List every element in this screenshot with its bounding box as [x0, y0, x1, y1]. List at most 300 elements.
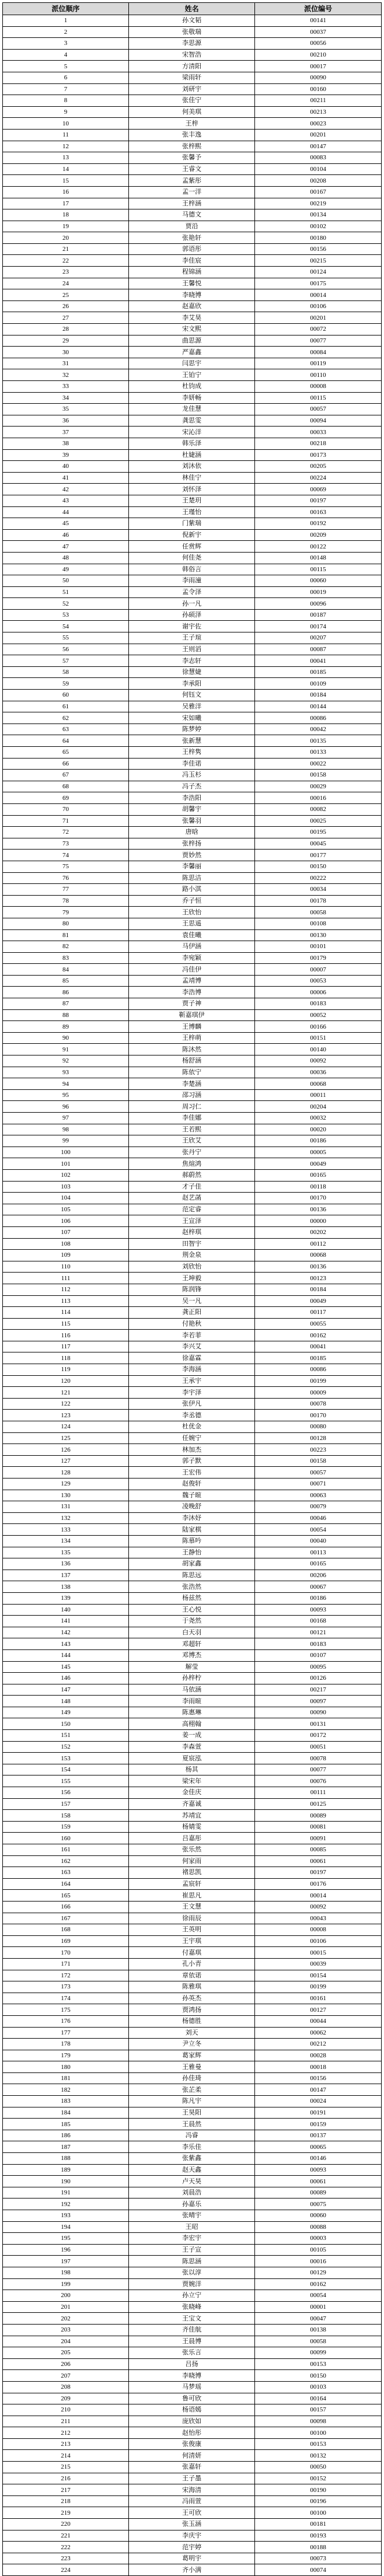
- table-row: [3, 895, 382, 907]
- table-row: [3, 1467, 382, 1479]
- cell-name: 张艳轩: [129, 232, 255, 244]
- cell-name: 王则滔: [129, 644, 255, 655]
- cell-name: 王欣怡: [129, 907, 255, 918]
- cell-number: 00065: [255, 2141, 382, 2153]
- cell-name: 孟靖博: [129, 975, 255, 987]
- cell-name: 王若熙: [129, 1124, 255, 1135]
- cell-name: 张晴宇: [129, 2210, 255, 2222]
- cell-number: 00105: [255, 2244, 382, 2256]
- cell-order: 99: [3, 1135, 129, 1147]
- table-row: [3, 38, 382, 50]
- cell-name: 范宇婷: [129, 2542, 255, 2553]
- cell-order: 218: [3, 2495, 129, 2507]
- cell-name: 高栩翰: [129, 1718, 255, 1730]
- cell-name: 张梓熙: [129, 141, 255, 152]
- cell-order: 112: [3, 1284, 129, 1295]
- table-row: [3, 1707, 382, 1718]
- cell-name: 靳嘉琪伊: [129, 1009, 255, 1021]
- table-row: [3, 2015, 382, 2027]
- cell-number: 00219: [255, 198, 382, 209]
- cell-order: 201: [3, 2301, 129, 2313]
- cell-order: 221: [3, 2530, 129, 2542]
- cell-number: 00006: [255, 987, 382, 998]
- cell-order: 177: [3, 2027, 129, 2039]
- cell-number: 00161: [255, 1993, 382, 2004]
- cell-order: 63: [3, 723, 129, 735]
- cell-order: 173: [3, 1981, 129, 1993]
- cell-number: 00057: [255, 404, 382, 415]
- cell-order: 160: [3, 1833, 129, 1844]
- cell-name: 陈润锋: [129, 1284, 255, 1295]
- cell-name: 李海涵: [129, 1364, 255, 1376]
- table-row: [3, 1341, 382, 1352]
- cell-number: 00106: [255, 300, 382, 312]
- cell-order: 161: [3, 1844, 129, 1856]
- cell-order: 95: [3, 1089, 129, 1101]
- table-row: [3, 998, 382, 1010]
- cell-name: 陈思远: [129, 1570, 255, 1581]
- table-row: [3, 952, 382, 964]
- table-row: [3, 792, 382, 804]
- table-row: [3, 1901, 382, 1913]
- cell-name: 龚思雯: [129, 415, 255, 427]
- table-row: [3, 1535, 382, 1547]
- table-row: [3, 2427, 382, 2439]
- cell-name: 苏靖宜: [129, 1810, 255, 1822]
- cell-order: 198: [3, 2267, 129, 2278]
- table-row: [3, 427, 382, 438]
- cell-order: 122: [3, 1398, 129, 1410]
- table-row: [3, 2381, 382, 2393]
- cell-number: 00097: [255, 1696, 382, 1707]
- cell-order: 104: [3, 1193, 129, 1204]
- cell-order: 214: [3, 2450, 129, 2462]
- cell-name: 齐佳航: [129, 2324, 255, 2336]
- table-row: [3, 312, 382, 324]
- cell-name: 李楚涵: [129, 1078, 255, 1090]
- cell-name: 唐晗: [129, 827, 255, 838]
- table-row: [3, 690, 382, 701]
- cell-name: 邵习涵: [129, 1089, 255, 1101]
- table-row: [3, 2153, 382, 2165]
- cell-order: 148: [3, 1696, 129, 1707]
- cell-number: 00073: [255, 2553, 382, 2564]
- cell-number: 00044: [255, 2015, 382, 2027]
- cell-name: 凌晚舒: [129, 1501, 255, 1513]
- table-row: [3, 907, 382, 918]
- cell-name: 郭子默: [129, 1455, 255, 1467]
- cell-name: 曲思源: [129, 335, 255, 347]
- cell-order: 43: [3, 495, 129, 506]
- cell-name: 李晓博: [129, 289, 255, 301]
- cell-number: 00077: [255, 335, 382, 347]
- cell-order: 135: [3, 1547, 129, 1558]
- cell-number: 00199: [255, 1375, 382, 1387]
- table-row: [3, 358, 382, 369]
- cell-number: 00140: [255, 1044, 382, 1055]
- cell-order: 56: [3, 644, 129, 655]
- cell-number: 00218: [255, 438, 382, 449]
- cell-order: 192: [3, 2198, 129, 2210]
- cell-order: 129: [3, 1479, 129, 1490]
- cell-name: 庞欣如: [129, 2416, 255, 2427]
- cell-name: 赵怡彤: [129, 2427, 255, 2439]
- cell-number: 00051: [255, 1741, 382, 1753]
- cell-number: 00032: [255, 1113, 382, 1124]
- cell-number: 00115: [255, 392, 382, 404]
- cell-number: 00152: [255, 2473, 382, 2484]
- cell-name: 张浩然: [129, 1581, 255, 1593]
- cell-order: 159: [3, 1821, 129, 1833]
- cell-order: 44: [3, 506, 129, 518]
- cell-order: 84: [3, 964, 129, 976]
- table-row: [3, 324, 382, 335]
- cell-number: 00093: [255, 2164, 382, 2176]
- table-row: [3, 872, 382, 884]
- table-row: [3, 2336, 382, 2347]
- cell-order: 165: [3, 1890, 129, 1902]
- cell-name: 李佳宸: [129, 255, 255, 267]
- table-row: [3, 2107, 382, 2119]
- cell-number: 00003: [255, 2233, 382, 2245]
- table-row: [3, 1844, 382, 1856]
- cell-name: 谢宇佐: [129, 621, 255, 632]
- table-row: [3, 49, 382, 61]
- cell-order: 11: [3, 129, 129, 141]
- cell-number: 00107: [255, 1649, 382, 1661]
- cell-name: 徐雨辰: [129, 1913, 255, 1924]
- header-number: 派位编号: [255, 3, 382, 15]
- cell-name: 赵艺菡: [129, 1193, 255, 1204]
- cell-order: 50: [3, 575, 129, 587]
- cell-number: 00222: [255, 872, 382, 884]
- cell-order: 167: [3, 1913, 129, 1924]
- cell-order: 85: [3, 975, 129, 987]
- cell-number: 00170: [255, 1410, 382, 1421]
- cell-number: 00091: [255, 1833, 382, 1844]
- table-row: [3, 941, 382, 953]
- cell-name: 张乐言: [129, 2347, 255, 2359]
- cell-name: 吴一凡: [129, 1295, 255, 1307]
- cell-name: 李馨丽: [129, 861, 255, 872]
- cell-name: 杨舒涵: [129, 1055, 255, 1067]
- cell-name: 陈沐然: [129, 1044, 255, 1055]
- cell-order: 40: [3, 461, 129, 473]
- table-row: [3, 518, 382, 530]
- cell-order: 34: [3, 392, 129, 404]
- cell-number: 00185: [255, 666, 382, 678]
- cell-number: 00054: [255, 2290, 382, 2302]
- cell-name: 贾婉洋: [129, 2278, 255, 2290]
- table-row: [3, 2084, 382, 2096]
- cell-name: 陈依宁: [129, 1067, 255, 1078]
- cell-order: 174: [3, 1993, 129, 2004]
- cell-number: 00159: [255, 2119, 382, 2130]
- cell-name: 胡家鑫: [129, 1558, 255, 1570]
- cell-name: 程锦涵: [129, 267, 255, 278]
- cell-number: 00201: [255, 312, 382, 324]
- cell-name: 郝蔚然: [129, 1169, 255, 1181]
- cell-order: 79: [3, 907, 129, 918]
- cell-name: 门紫瑞: [129, 518, 255, 530]
- cell-name: 葛明宇: [129, 2553, 255, 2564]
- table-row: [3, 1238, 382, 1250]
- cell-name: 荆金泉: [129, 1250, 255, 1261]
- table-row: [3, 2233, 382, 2245]
- cell-name: 王昭: [129, 2221, 255, 2233]
- cell-name: 杨语嫣: [129, 2404, 255, 2416]
- cell-name: 孙硕泽: [129, 609, 255, 621]
- cell-number: 00160: [255, 83, 382, 95]
- table-row: [3, 1958, 382, 1970]
- cell-number: 00000: [255, 1215, 382, 1227]
- cell-order: 125: [3, 1432, 129, 1444]
- cell-name: 陈惠琳: [129, 1707, 255, 1718]
- table-row: [3, 347, 382, 358]
- cell-number: 00197: [255, 1867, 382, 1879]
- table-row: [3, 1455, 382, 1467]
- cell-number: 00063: [255, 1490, 382, 1501]
- cell-order: 20: [3, 232, 129, 244]
- cell-number: 00067: [255, 1581, 382, 1593]
- table-row: [3, 2210, 382, 2222]
- table-row: [3, 255, 382, 267]
- table-row: [3, 1558, 382, 1570]
- cell-order: 106: [3, 1215, 129, 1227]
- cell-number: 00068: [255, 1078, 382, 1090]
- cell-name: 李浩阳: [129, 792, 255, 804]
- cell-name: 才子佳: [129, 1181, 255, 1193]
- cell-order: 189: [3, 2164, 129, 2176]
- table-row: [3, 1947, 382, 1959]
- cell-order: 185: [3, 2119, 129, 2130]
- cell-order: 62: [3, 712, 129, 724]
- table-row: [3, 1250, 382, 1261]
- cell-order: 48: [3, 552, 129, 564]
- cell-number: 00072: [255, 324, 382, 335]
- cell-name: 刘怀泽: [129, 484, 255, 495]
- table-row: [3, 1421, 382, 1433]
- cell-order: 3: [3, 38, 129, 50]
- cell-order: 60: [3, 690, 129, 701]
- cell-order: 83: [3, 952, 129, 964]
- cell-number: 00082: [255, 803, 382, 815]
- cell-name: 贾鸿扬: [129, 2004, 255, 2016]
- table-row: [3, 438, 382, 449]
- cell-name: 陈梦婷: [129, 723, 255, 735]
- cell-number: 00054: [255, 1524, 382, 1536]
- cell-number: 00094: [255, 415, 382, 427]
- cell-number: 00192: [255, 518, 382, 530]
- cell-name: 张梓扬: [129, 838, 255, 850]
- cell-name: 张伊凡: [129, 1398, 255, 1410]
- cell-number: 00020: [255, 1124, 382, 1135]
- cell-order: 113: [3, 1295, 129, 1307]
- cell-number: 00101: [255, 941, 382, 953]
- cell-order: 199: [3, 2278, 129, 2290]
- cell-number: 00186: [255, 1135, 382, 1147]
- cell-order: 172: [3, 1970, 129, 1981]
- cell-number: 00049: [255, 1295, 382, 1307]
- cell-name: 王馨悦: [129, 278, 255, 289]
- cell-order: 208: [3, 2381, 129, 2393]
- cell-name: 孙嘉乐: [129, 2198, 255, 2210]
- cell-number: 00068: [255, 1250, 382, 1261]
- cell-name: 何美琪: [129, 106, 255, 118]
- cell-order: 220: [3, 2519, 129, 2530]
- table-row: [3, 827, 382, 838]
- cell-order: 176: [3, 2015, 129, 2027]
- cell-number: 00150: [255, 861, 382, 872]
- cell-order: 188: [3, 2153, 129, 2165]
- cell-name: 王思遥: [129, 918, 255, 929]
- table-row: [3, 564, 382, 575]
- header-name: 姓名: [129, 3, 255, 15]
- table-row: [3, 1616, 382, 1627]
- cell-order: 73: [3, 838, 129, 850]
- table-body: [3, 15, 382, 2576]
- cell-name: 李艾昊: [129, 312, 255, 324]
- cell-name: 马依涵: [129, 1684, 255, 1696]
- cell-order: 217: [3, 2484, 129, 2496]
- cell-number: 00036: [255, 1067, 382, 1078]
- table-row: [3, 300, 382, 312]
- cell-name: 李雨潼: [129, 575, 255, 587]
- cell-number: 00069: [255, 484, 382, 495]
- cell-number: 00078: [255, 1753, 382, 1764]
- cell-order: 82: [3, 941, 129, 953]
- table-row: [3, 1193, 382, 1204]
- cell-number: 00196: [255, 2495, 382, 2507]
- table-row: [3, 1890, 382, 1902]
- table-row: [3, 449, 382, 461]
- cell-order: 96: [3, 1101, 129, 1113]
- cell-name: 刘沐依: [129, 461, 255, 473]
- cell-number: 00014: [255, 1890, 382, 1902]
- cell-order: 116: [3, 1330, 129, 1341]
- cell-order: 215: [3, 2462, 129, 2473]
- cell-name: 鲁可欣: [129, 2393, 255, 2404]
- table-row: [3, 1364, 382, 1376]
- cell-number: 00055: [255, 1318, 382, 1330]
- table-row: [3, 83, 382, 95]
- cell-order: 38: [3, 438, 129, 449]
- table-row: [3, 1741, 382, 1753]
- cell-number: 00166: [255, 1021, 382, 1033]
- table-row: [3, 1432, 382, 1444]
- cell-number: 00183: [255, 1638, 382, 1650]
- cell-order: 45: [3, 518, 129, 530]
- table-row: [3, 1627, 382, 1638]
- table-row: [3, 152, 382, 164]
- cell-order: 211: [3, 2416, 129, 2427]
- cell-number: 00186: [255, 1592, 382, 1604]
- cell-number: 00151: [255, 1032, 382, 1044]
- cell-name: 马梦瑶: [129, 2381, 255, 2393]
- cell-order: 51: [3, 586, 129, 598]
- cell-number: 00150: [255, 2370, 382, 2382]
- table-row: [3, 1067, 382, 1078]
- cell-name: 李佳诺: [129, 758, 255, 770]
- cell-name: 韩乐泽: [129, 438, 255, 449]
- table-row: [3, 2438, 382, 2450]
- table-row: [3, 2176, 382, 2187]
- cell-number: 00100: [255, 2427, 382, 2439]
- cell-number: 00024: [255, 2096, 382, 2107]
- cell-number: 00168: [255, 1616, 382, 1627]
- cell-name: 冯雨萱: [129, 2495, 255, 2507]
- cell-order: 81: [3, 929, 129, 941]
- table-row: [3, 1284, 382, 1295]
- cell-number: 00077: [255, 1764, 382, 1775]
- cell-order: 124: [3, 1421, 129, 1433]
- table-row: [3, 1878, 382, 1890]
- cell-number: 00211: [255, 95, 382, 107]
- table-row: [3, 850, 382, 861]
- cell-number: 00224: [255, 472, 382, 484]
- table-row: [3, 2404, 382, 2416]
- cell-name: 严嘉鑫: [129, 347, 255, 358]
- cell-name: 杨婧雯: [129, 1821, 255, 1833]
- table-row: [3, 1158, 382, 1170]
- cell-name: 龚正阳: [129, 1307, 255, 1319]
- table-row: [3, 2141, 382, 2153]
- cell-name: 赵天鑫: [129, 2164, 255, 2176]
- cell-order: 121: [3, 1387, 129, 1399]
- cell-name: 葛家辉: [129, 2050, 255, 2061]
- cell-order: 216: [3, 2473, 129, 2484]
- cell-name: 王楚玥: [129, 495, 255, 506]
- cell-order: 183: [3, 2096, 129, 2107]
- table-row: [3, 2484, 382, 2496]
- table-row: [3, 803, 382, 815]
- cell-number: 00045: [255, 838, 382, 850]
- table-row: [3, 2370, 382, 2382]
- cell-order: 22: [3, 255, 129, 267]
- cell-number: 00080: [255, 1421, 382, 1433]
- table-row: [3, 964, 382, 976]
- cell-name: 王英明: [129, 1924, 255, 1936]
- table-row: [3, 1935, 382, 1947]
- cell-order: 212: [3, 2427, 129, 2439]
- table-row: [3, 1833, 382, 1844]
- cell-name: 王文慧: [129, 1901, 255, 1913]
- cell-order: 29: [3, 335, 129, 347]
- cell-order: 7: [3, 83, 129, 95]
- cell-number: 00088: [255, 2221, 382, 2233]
- cell-number: 00047: [255, 2313, 382, 2325]
- cell-number: 00037: [255, 26, 382, 38]
- table-row: [3, 392, 382, 404]
- cell-number: 00043: [255, 1913, 382, 1924]
- table-row: [3, 2301, 382, 2313]
- table-row: [3, 1307, 382, 1319]
- cell-order: 98: [3, 1124, 129, 1135]
- table-row: [3, 2324, 382, 2336]
- cell-number: 00090: [255, 1707, 382, 1718]
- cell-name: 范定睿: [129, 1204, 255, 1215]
- table-row: [3, 1638, 382, 1650]
- table-row: [3, 2542, 382, 2553]
- table-row: [3, 2187, 382, 2198]
- cell-order: 35: [3, 404, 129, 415]
- cell-name: 宋文熙: [129, 324, 255, 335]
- cell-order: 12: [3, 141, 129, 152]
- cell-number: 00034: [255, 884, 382, 896]
- cell-number: 00023: [255, 118, 382, 130]
- table-row: [3, 2473, 382, 2484]
- cell-name: 郭语彤: [129, 243, 255, 255]
